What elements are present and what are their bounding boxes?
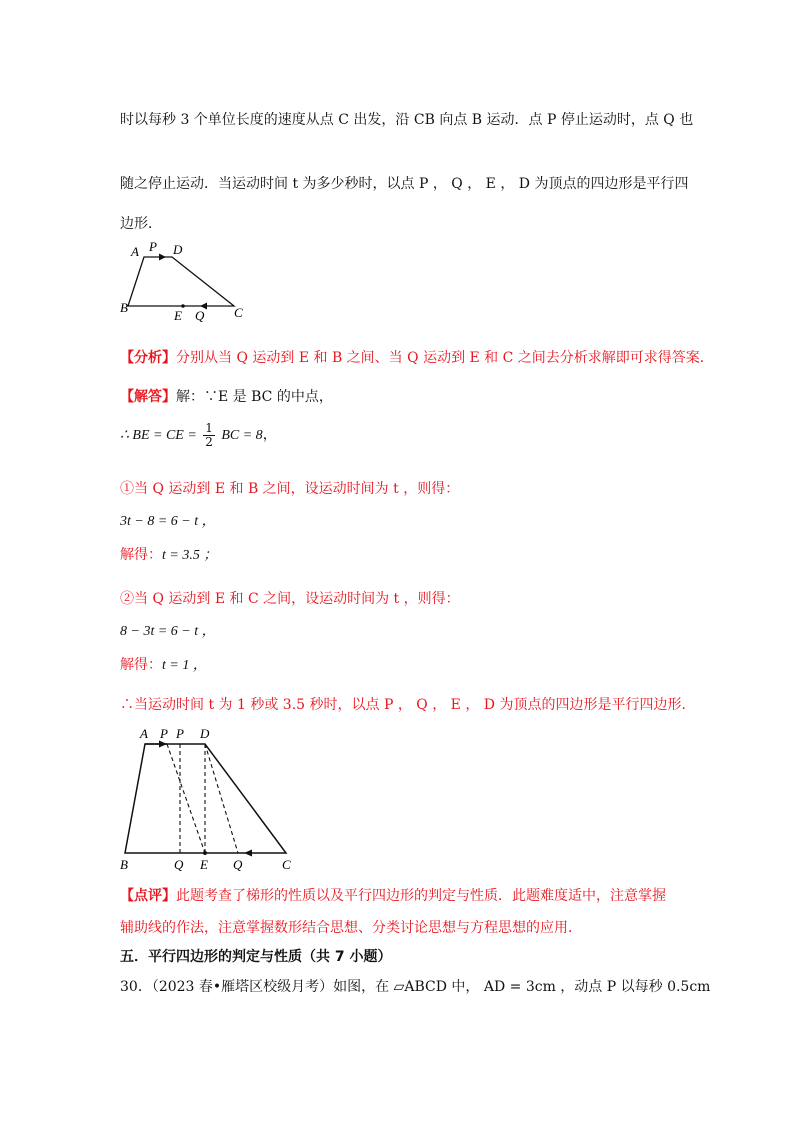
label-P2a: P — [160, 726, 168, 741]
solution-eq-1: ∴ BE = CE = $\frac{1}{2}$ BC = 8， — [120, 420, 277, 449]
comment-line-1: 【点评】此题考查了梯形的性质以及平行四边形的判定与性质．此题难度适中，注意掌握 — [120, 888, 666, 904]
label-D2: D — [200, 726, 210, 741]
case-1-result-line: 解得：t = 3.5 ； — [120, 547, 218, 563]
label-A: A — [131, 244, 139, 259]
label-D: D — [173, 242, 183, 257]
label-P: P — [149, 239, 157, 254]
problem-line-3: 边形． — [120, 216, 162, 232]
label-Q2a: Q — [174, 857, 184, 872]
case-1-equation: 3t − 8 = 6 − t ， — [120, 514, 216, 529]
label-Q2b: Q — [233, 857, 243, 872]
label-C2: C — [282, 857, 291, 872]
next-problem-line: 30．（2023 春•雁塔区校级月考）如图，在 ▱ABCD 中， AD = 3cm ，动点 P 以每秒 0.5cm — [120, 979, 711, 995]
trapezoid-figure-2 — [110, 722, 310, 877]
label-B: B — [120, 300, 128, 315]
conclusion-line: ∴当运动时间 t 为 1 秒或 3.5 秒时，以点 P ， Q ， E ， D 为顶点的四边形是平行四边形． — [120, 697, 696, 713]
solution-intro-line — [120, 387, 333, 407]
label-E: E — [174, 308, 182, 323]
fraction-one-half: $\frac{1}{2}$ — [205, 420, 213, 449]
label-A2: A — [140, 726, 148, 741]
label-E2: E — [200, 857, 208, 872]
label-C: C — [234, 305, 243, 320]
problem-line-1: 时以每秒 3 个单位长度的速度从点 C 出发，沿 CB 向点 B 运动．点 P 停止运动时，点 Q 也 — [120, 112, 694, 128]
trapezoid-figure-1 — [110, 236, 260, 326]
comment-line-2: 辅助线的作法，注意掌握数形结合思想、分类讨论思想与方程思想的应用． — [120, 920, 582, 936]
comment-tag: 【点评】 — [120, 888, 176, 904]
label-Q: Q — [195, 308, 205, 323]
problem-line-2: 随之停止运动．当运动时间 t 为多少秒时，以点 P ， Q ， E ， D 为顶点的四边形是平行四 — [120, 176, 689, 192]
section-heading: 五．平行四边形的判定与性质（共 7 小题） — [120, 949, 392, 965]
case-1-line: ①当 Q 运动到 E 和 B 之间，设运动时间为 t ，则得： — [120, 481, 460, 497]
solution-intro: 解：∵E 是 BC 的中点， — [176, 389, 333, 405]
label-P2b: P — [176, 726, 184, 741]
case-2-equation: 8 − 3t = 6 − t ， — [120, 624, 216, 639]
analysis-tag: 【分析】 — [120, 350, 176, 366]
case-2-result-line: 解得：t = 1 ， — [120, 657, 207, 673]
analysis-line — [120, 348, 714, 368]
label-B2: B — [120, 857, 128, 872]
solution-tag: 【解答】 — [120, 389, 176, 405]
analysis-text: 分别从当 Q 运动到 E 和 B 之间、当 Q 运动到 E 和 C 之间去分析求解即可求得答案． — [176, 350, 714, 366]
case-2-line: ②当 Q 运动到 E 和 C 之间，设运动时间为 t ，则得： — [120, 591, 460, 607]
